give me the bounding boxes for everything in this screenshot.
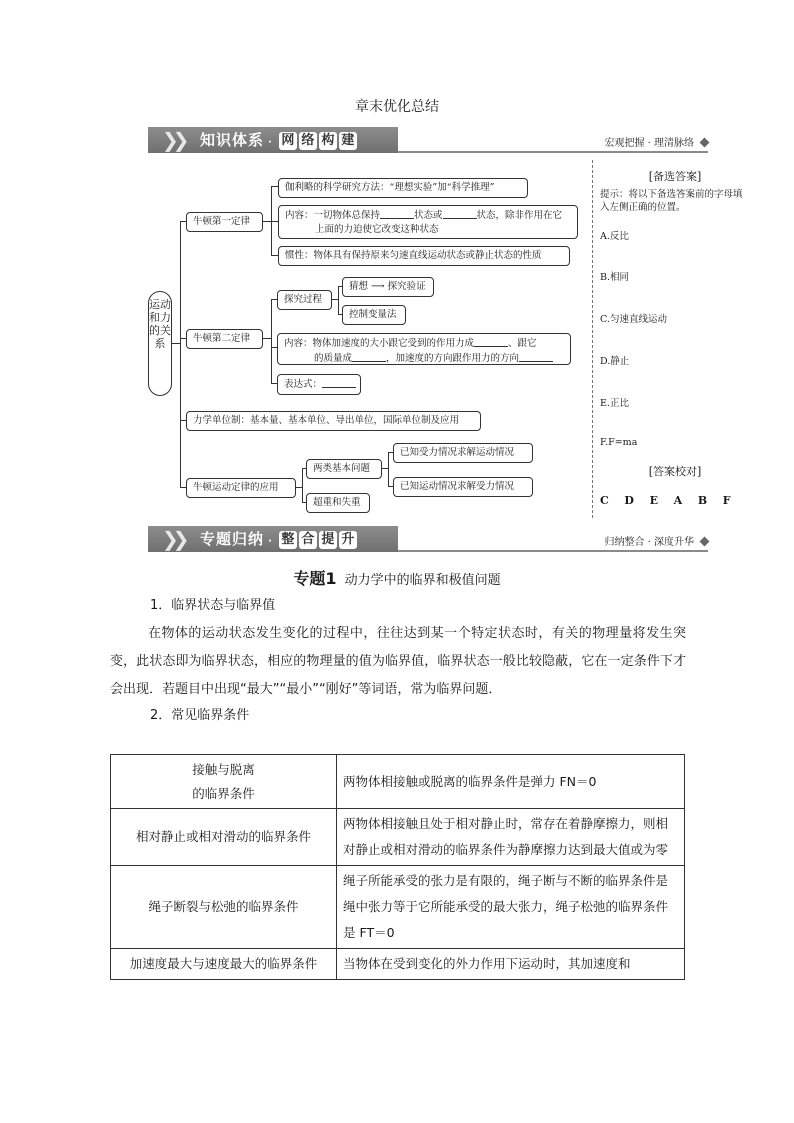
node-newton-first-law: 牛顿第一定律 (186, 212, 263, 232)
node-control-variable: 控制变量法 (342, 305, 406, 325)
section-2-title: 2．常见临界条件 (150, 708, 250, 723)
banner-ribbon (148, 526, 398, 552)
topic-title: 动力学中的临界和极值问题 (344, 573, 501, 588)
banner-subtitle: 归纳整合 · 深度升华 (604, 537, 694, 548)
blank (322, 377, 356, 388)
node-explore-process: 探究过程 (277, 290, 332, 310)
banner-ribbon (148, 127, 398, 153)
answers-header: [备选答案] (648, 170, 702, 183)
banner-rule (398, 151, 708, 153)
table-cell-label: 加速度最大与速度最大的临界条件 (111, 949, 337, 980)
node-two-problems: 两类基本问题 (306, 459, 382, 479)
text: ，加速度的方向跟作用力的方向 (386, 353, 520, 364)
banner-subtitle: 宏观把握 · 理清脉络 (604, 138, 694, 149)
blank (443, 208, 477, 219)
table-cell-label: 接触与脱离 的临界条件 (111, 755, 337, 809)
option-d: D.静止 (600, 356, 630, 367)
text: 的质量成 (314, 353, 353, 364)
banner-char: 网 (279, 132, 297, 150)
option-e: E.正比 (600, 398, 629, 409)
node-law2-content (277, 333, 571, 365)
section-banner-topics (148, 526, 708, 552)
text: 表达式： (284, 379, 323, 390)
text: 状态或 (414, 210, 443, 221)
table-cell-label: 相对静止或相对滑动的临界条件 (111, 809, 337, 866)
text: 内容：物体加速度的大小跟它受到的作用力成 (284, 338, 475, 349)
diamond-icon (700, 537, 710, 547)
topic-heading (0, 566, 794, 589)
node-guess-verify: 猜想 ⟶ 探究验证 (342, 277, 434, 297)
node-galileo-method: 伽利略的科学研究方法：“理想实验”加“科学推理” (278, 178, 528, 198)
table-cell-text: 绳子所能承受的张力是有限的，绳子断与不断的临界条件是绳中张力等于它所能承受的最大张力，绳子松弛的临界条件是 FT＝0 (337, 866, 685, 949)
banner-rule (398, 550, 708, 552)
blank (474, 336, 508, 347)
node-overweight-weightless: 超重和失重 (306, 493, 370, 513)
option-f: F.F=ma (600, 437, 638, 448)
banner-dot: · (268, 536, 273, 547)
banner-char: 建 (339, 132, 357, 150)
table-cell-text: 两物体相接触且处于相对静止时，常存在着静摩擦力，则相对静止或相对滑动的临界条件为静摩擦力达到最大值或为零 (337, 809, 685, 866)
banner-char: 构 (319, 132, 337, 150)
banner-char: 合 (299, 531, 317, 549)
node-motion-to-force: 已知运动情况求解受力情况 (393, 477, 533, 497)
banner-title: 知识体系 (200, 131, 265, 149)
section-1-title: 1．临界状态与临界值 (150, 598, 276, 613)
option-a: A.反比 (600, 231, 629, 242)
node-unit-system: 力学单位制：基本量、基本单位、导出单位，国际单位制及应用 (186, 411, 481, 431)
text: 状态，除非作用在它 (476, 210, 563, 221)
mindmap-root: 运动和力的关系 (148, 291, 172, 396)
table-row (111, 866, 685, 949)
option-b: B.相同 (600, 272, 630, 283)
blank (380, 208, 414, 219)
node-newton-application: 牛顿运动定律的应用 (186, 478, 296, 498)
divider (592, 160, 593, 518)
chevron-icon: ❯❯ (162, 128, 184, 152)
table-cell-text: 当物体在受到变化的外力作用下运动时，其加速度和 (337, 949, 685, 980)
node-newton-second-law: 牛顿第二定律 (186, 329, 263, 349)
table-row (111, 755, 685, 809)
chevron-icon: ❯❯ (162, 527, 184, 551)
banner-char: 提 (319, 531, 337, 549)
node-law1-content (278, 205, 578, 239)
table-cell-text: 两物体相接触或脱离的临界条件是弹力 FN＝0 (337, 755, 685, 809)
diamond-icon (700, 138, 710, 148)
banner-dot: · (268, 137, 273, 148)
text: 上面的力迫使它改变这种状态 (315, 224, 439, 235)
answer-check-header: [答案校对] (648, 465, 702, 478)
table-row (111, 949, 685, 980)
blank (352, 351, 386, 362)
text: 、跟它 (508, 338, 537, 349)
chapter-title: 章末优化总结 (355, 99, 439, 115)
answers-hint: 提示：将以下备选答案前的字母填入左侧正确的位置。 (600, 189, 743, 213)
node-expression (277, 374, 361, 395)
table-cell-label: 绳子断裂与松弛的临界条件 (111, 866, 337, 949)
blank (519, 351, 553, 362)
table-row (111, 809, 685, 866)
banner-char: 整 (279, 531, 297, 549)
banner-title: 专题归纳 (200, 530, 265, 548)
option-c: C.匀速直线运动 (600, 314, 667, 325)
paragraph-critical-state: 在物体的运动状态发生变化的过程中，往往达到某一个特定状态时，有关的物理量将发生突变，此状态即为临界状态，相应的物理量的值为临界值，临界状态一般比较隐蔽，它在一定条件下才会出现．若题目中出现“最大”“最小”“刚好”等词语，常为临界问题． (110, 626, 686, 697)
node-inertia: 惯性：物体具有保持原来匀速直线运动状态或静止状态的性质 (278, 246, 570, 266)
banner-char: 络 (299, 132, 317, 150)
banner-char: 升 (339, 531, 357, 549)
answer-key: C D E A B F (600, 494, 731, 507)
topic-number: 专题1 (293, 569, 337, 588)
text: 内容：一切物体总保持 (285, 210, 381, 221)
critical-conditions-table (110, 754, 685, 980)
section-banner-knowledge (148, 127, 708, 153)
node-force-to-motion: 已知受力情况求解运动情况 (393, 443, 533, 463)
